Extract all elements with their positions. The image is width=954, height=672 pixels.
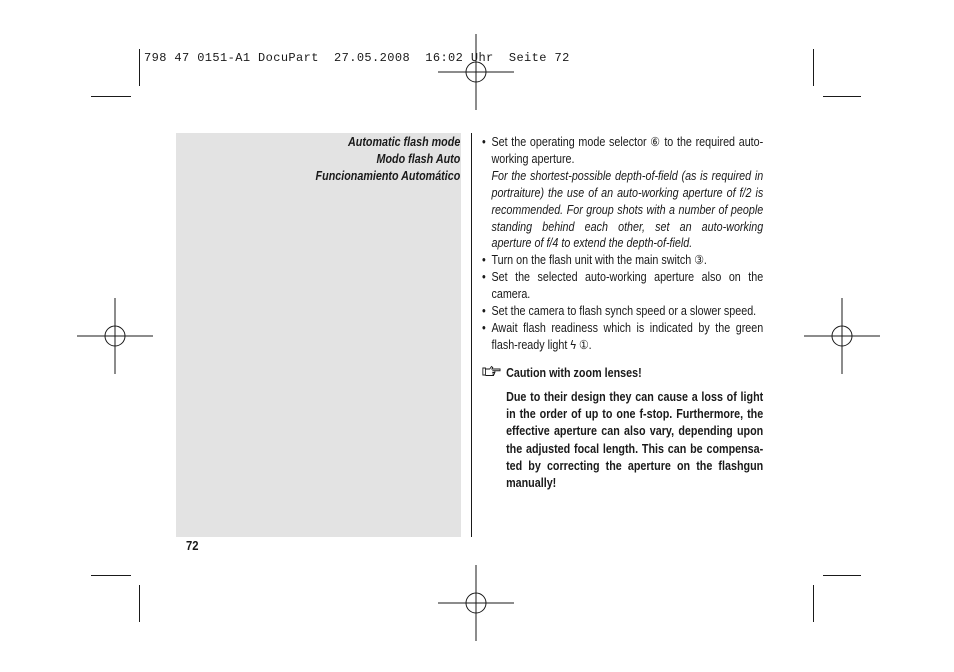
bullet-symbol: • [482, 304, 486, 319]
main-content [482, 134, 763, 492]
crop-mark [91, 575, 131, 576]
pointing-hand-icon [482, 365, 506, 382]
list-item-text: Set the operating mode selector ⑥ to the required auto-working aperture. [491, 135, 764, 166]
list-item [482, 303, 763, 320]
crop-mark [813, 585, 814, 622]
list-item-text: Turn on the flash unit with the main switch ③. [491, 253, 707, 268]
list-item [482, 320, 763, 354]
registration-mark-right [804, 298, 880, 374]
print-slug: 798 47 0151-A1 DocuPart 27.05.2008 16:02 Uhr Seite 72 [144, 51, 570, 65]
section-headings [315, 134, 460, 186]
list-item-text: Await flash readiness which is indicated by the green flash-ready light ϟ ①. [491, 320, 764, 352]
list-item [482, 252, 763, 269]
registration-mark-left [77, 298, 153, 374]
list-item-text: Set the selected auto-working aperture also on the camera. [491, 270, 764, 302]
list-item [482, 134, 763, 168]
bullet-symbol: • [482, 135, 486, 149]
page-number: 72 [186, 539, 199, 553]
bullet-symbol: • [482, 320, 486, 335]
sidebar-panel [176, 133, 461, 537]
heading-spanish: Funcionamiento Automático [315, 169, 460, 184]
crop-mark [823, 575, 861, 576]
crop-mark [139, 585, 140, 622]
caution-body: Due to their design they can cause a loss of light in the order of up to one f-stop. Furthermore, the effective aperture can also vary, depending upon the adjusted focal length. This can be compensa-ted by correcting the aperture on the flashgun manually! [506, 389, 764, 491]
crop-mark [823, 96, 861, 97]
bullet-symbol: • [482, 253, 486, 268]
caution-title: Caution with zoom lenses! [506, 365, 642, 380]
crop-mark [139, 49, 140, 86]
column-divider [471, 133, 472, 537]
italic-note: For the shortest-possible depth-of-field (as is required in portraiture) the use of an auto-working aperture of f/2 is recommended. For group shots with a number of people standing behind each other, set an auto-working aperture of f/4 to extend the depth-of-field. [491, 168, 764, 251]
registration-mark-bottom [438, 565, 514, 641]
heading-english: Automatic flash mode [347, 135, 460, 149]
crop-mark [813, 49, 814, 86]
crop-mark [91, 96, 131, 97]
registration-mark-top [438, 34, 514, 110]
heading-italian: Modo flash Auto [376, 152, 460, 167]
list-item [482, 269, 763, 303]
caution-heading [482, 365, 763, 382]
list-item-text: Set the camera to flash synch speed or a slower speed. [491, 304, 757, 319]
bullet-symbol: • [482, 270, 486, 285]
